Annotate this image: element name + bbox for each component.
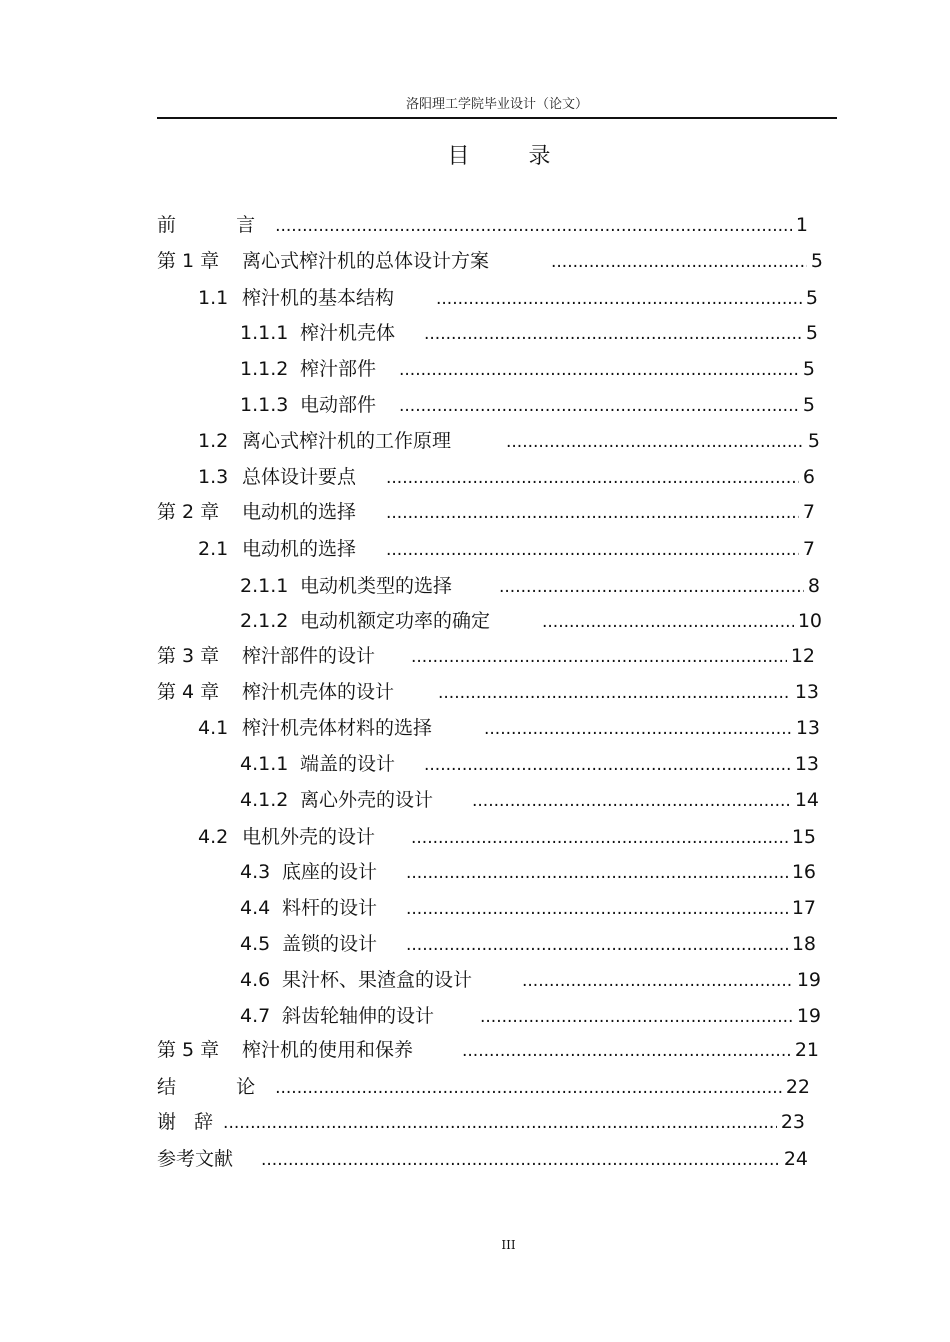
toc-entry-page: 5: [810, 250, 823, 272]
toc-entry-number: 2.1: [198, 538, 229, 560]
toc-entry-page: 7: [802, 538, 815, 560]
toc-entry-page: 13: [795, 717, 820, 739]
toc-entry[interactable]: [198, 286, 818, 310]
toc-entry[interactable]: [240, 357, 815, 381]
toc-entry[interactable]: [157, 644, 815, 668]
toc-entry-number: 4.5: [240, 933, 271, 955]
toc-entry-label: 总体设计要点: [242, 466, 357, 488]
toc-entry-number: 第 3 章: [157, 645, 220, 667]
toc-entry-label: 端盖的设计: [300, 753, 396, 775]
toc-entry-number: 4.1.1: [240, 753, 289, 775]
toc-entry-number: 第 1 章: [157, 250, 220, 272]
toc-leader-dots: [386, 466, 799, 490]
toc-entry-page: 18: [791, 933, 816, 955]
toc-entry[interactable]: [240, 574, 820, 598]
toc-entry-page: 13: [794, 681, 819, 703]
toc-entry-number: 1.3: [198, 466, 229, 488]
toc-entry-page: 24: [783, 1148, 808, 1170]
toc-leader-dots: [275, 214, 792, 238]
toc-entry[interactable]: [198, 716, 820, 740]
toc-entry-number: 第 2 章: [157, 501, 220, 523]
toc-entry-page: 6: [802, 466, 815, 488]
toc-leader-dots: [436, 287, 802, 311]
toc-entry-number: 前 言: [157, 214, 272, 236]
toc-leader-dots: [223, 1111, 777, 1135]
toc-entry-page: 1: [795, 214, 808, 236]
toc-entry-page: 8: [807, 575, 820, 597]
page-header: 洛阳理工学院毕业设计（论文）: [405, 97, 588, 112]
toc-entry[interactable]: [198, 537, 815, 561]
toc-entry-number: 1.1.3: [240, 394, 289, 416]
toc-entry-number: 结 论: [157, 1076, 272, 1098]
toc-entry[interactable]: [157, 213, 808, 237]
toc-entry-page: 22: [785, 1076, 810, 1098]
toc-entry[interactable]: [198, 429, 820, 453]
toc-leader-dots: [484, 717, 792, 741]
toc-entry-number: 4.2: [198, 826, 229, 848]
toc-entry-label: 榨汁机的基本结构: [242, 287, 395, 309]
toc-leader-dots: [438, 681, 791, 705]
toc-entry-label: 榨汁部件: [300, 358, 377, 380]
page-number: III: [501, 1238, 516, 1252]
toc-leader-dots: [424, 753, 791, 777]
toc-entry-page: 15: [791, 826, 816, 848]
toc-entry-number: 4.7: [240, 1005, 271, 1027]
toc-entry-number: 第 5 章: [157, 1039, 220, 1061]
toc-leader-dots: [480, 1005, 793, 1029]
toc-entry-page: 5: [805, 322, 818, 344]
toc-entry-page: 13: [794, 753, 819, 775]
toc-entry[interactable]: [240, 860, 816, 884]
toc-entry-page: 19: [796, 1005, 821, 1027]
toc-entry-number: 1.1: [198, 287, 229, 309]
toc-entry[interactable]: [240, 609, 822, 633]
toc-entry[interactable]: [157, 1147, 808, 1171]
toc-entry-page: 23: [780, 1111, 805, 1133]
toc-entry[interactable]: [240, 968, 821, 992]
toc-entry-label: 榨汁部件的设计: [242, 645, 376, 667]
toc-leader-dots: [399, 394, 799, 418]
toc-entry-label: 斜齿轮轴伸的设计: [282, 1005, 435, 1027]
toc-leader-dots: [411, 645, 787, 669]
toc-entry-label: 电机外壳的设计: [242, 826, 376, 848]
toc-entry[interactable]: [157, 500, 815, 524]
toc-leader-dots: [386, 501, 799, 525]
toc-entry-label: 榨汁机的使用和保养: [242, 1039, 414, 1061]
toc-entry-number: 参考文献: [157, 1148, 234, 1170]
toc-entry-label: 盖锁的设计: [282, 933, 378, 955]
toc-leader-dots: [411, 826, 788, 850]
toc-leader-dots: [406, 933, 788, 957]
toc-entry[interactable]: [240, 1004, 821, 1028]
toc-entry-page: 21: [794, 1039, 819, 1061]
toc-leader-dots: [275, 1076, 782, 1100]
toc-entry-page: 14: [794, 789, 819, 811]
toc-leader-dots: [261, 1148, 780, 1172]
toc-entry-page: 10: [797, 610, 822, 632]
toc-leader-dots: [499, 575, 804, 599]
toc-entry-label: 电动机额定功率的确定: [300, 610, 491, 632]
toc-entry[interactable]: [240, 393, 815, 417]
toc-entry[interactable]: [157, 1110, 805, 1134]
toc-entry-page: 7: [802, 501, 815, 523]
toc-entry-page: 19: [796, 969, 821, 991]
toc-entry-label: 榨汁机壳体材料的选择: [242, 717, 433, 739]
toc-entry[interactable]: [157, 1075, 810, 1099]
toc-leader-dots: [506, 430, 804, 454]
toc-entry-label: 果汁杯、果渣盒的设计: [282, 969, 473, 991]
toc-entry-label: 离心式榨汁机的工作原理: [242, 430, 452, 452]
toc-entry-label: 电动机的选择: [242, 538, 357, 560]
toc-leader-dots: [399, 358, 799, 382]
toc-entry-label: 电动机类型的选择: [300, 575, 453, 597]
toc-entry-label: 底座的设计: [282, 861, 378, 883]
toc-entry-label: 榨汁机壳体的设计: [242, 681, 395, 703]
toc-title: 目 录: [447, 144, 577, 169]
toc-entry-number: 4.1.2: [240, 789, 289, 811]
toc-entry-page: 5: [807, 430, 820, 452]
toc-entry[interactable]: [240, 321, 818, 345]
toc-entry-label: 离心外壳的设计: [300, 789, 434, 811]
toc-entry-number: 4.3: [240, 861, 271, 883]
toc-entry-number: 4.1: [198, 717, 229, 739]
toc-entry[interactable]: [240, 932, 816, 956]
toc-entry-page: 16: [791, 861, 816, 883]
toc-entry[interactable]: [240, 752, 819, 776]
toc-leader-dots: [542, 610, 794, 634]
toc-entry-number: 1.1.1: [240, 322, 289, 344]
toc-entry[interactable]: [157, 1038, 819, 1062]
toc-entry-label: 电动机的选择: [242, 501, 357, 523]
toc-entry[interactable]: [240, 788, 819, 812]
toc-leader-dots: [551, 250, 807, 274]
toc-entry[interactable]: [198, 465, 815, 489]
toc-leader-dots: [406, 897, 788, 921]
toc-entry-label: 料杆的设计: [282, 897, 378, 919]
toc-leader-dots: [472, 789, 791, 813]
toc-entry-number: 1.1.2: [240, 358, 289, 380]
toc-entry-label: 榨汁机壳体: [300, 322, 396, 344]
toc-leader-dots: [424, 322, 802, 346]
toc-entry-page: 5: [802, 358, 815, 380]
toc-leader-dots: [522, 969, 793, 993]
toc-entry-page: 5: [802, 394, 815, 416]
toc-entry-number: 4.6: [240, 969, 271, 991]
toc-entry-label: 电动部件: [300, 394, 377, 416]
toc-entry-number: 第 4 章: [157, 681, 220, 703]
toc-entry[interactable]: [198, 825, 816, 849]
toc-entry[interactable]: [240, 896, 816, 920]
toc-entry-number: 4.4: [240, 897, 271, 919]
toc-entry-page: 5: [805, 287, 818, 309]
toc-leader-dots: [386, 538, 799, 562]
toc-entry-number: 谢 辞: [157, 1111, 220, 1133]
toc-entry-page: 12: [790, 645, 815, 667]
toc-entry-label: 离心式榨汁机的总体设计方案: [242, 250, 490, 272]
toc-entry-number: 2.1.2: [240, 610, 289, 632]
toc-entry-number: 1.2: [198, 430, 229, 452]
toc-entry[interactable]: [157, 680, 819, 704]
toc-leader-dots: [406, 861, 788, 885]
toc-entry-page: 17: [791, 897, 816, 919]
toc-leader-dots: [462, 1039, 791, 1063]
toc-entry[interactable]: [157, 249, 823, 273]
toc-entry-number: 2.1.1: [240, 575, 289, 597]
